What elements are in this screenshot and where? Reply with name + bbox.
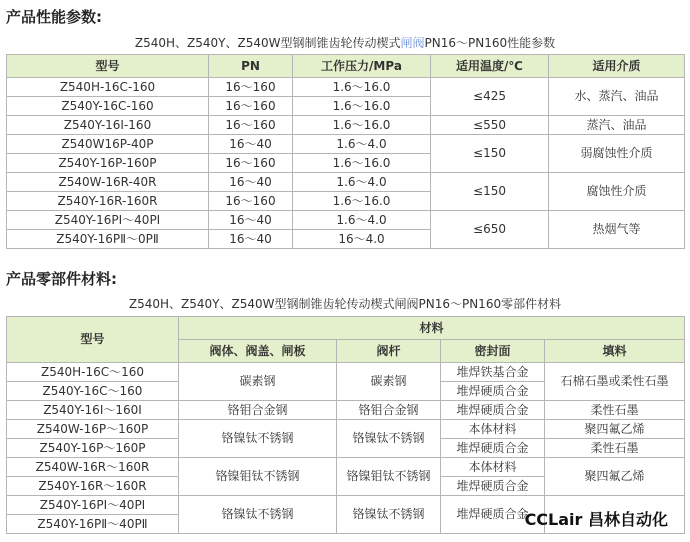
cell-seal: 堆焊硬质合金 [441, 382, 545, 401]
cell-model: Z540Y-16P-160P [7, 154, 209, 173]
cell-model: Z540W-16P～160P [7, 420, 179, 439]
table-row [7, 420, 685, 439]
table-row [7, 116, 685, 135]
cell-body: 铬镍钛不锈钢 [179, 496, 337, 534]
cell-packing: 聚四氟乙烯 [545, 420, 685, 439]
header-packing: 填料 [545, 340, 685, 363]
table-row [7, 135, 685, 154]
cell-pn: 16～40 [209, 135, 293, 154]
table-row [7, 173, 685, 192]
cell-pn: 16～160 [209, 97, 293, 116]
cell-pressure: 1.6～16.0 [293, 192, 431, 211]
cell-pressure: 1.6～4.0 [293, 135, 431, 154]
cell-temperature: ≤550 [431, 116, 549, 135]
cell-model: Z540Y-16PⅠ～40PⅠ [7, 496, 179, 515]
cell-model: Z540Y-16I-160 [7, 116, 209, 135]
cell-stem: 碳素钢 [337, 363, 441, 401]
cell-temperature: ≤425 [431, 78, 549, 116]
header-model: 型号 [7, 55, 209, 78]
cell-seal: 本体材料 [441, 458, 545, 477]
cell-body: 铬镍钼钛不锈钢 [179, 458, 337, 496]
cell-model: Z540Y-16P～160P [7, 439, 179, 458]
cell-model: Z540W-16R～160R [7, 458, 179, 477]
caption-text: PN16～PN160性能参数 [424, 36, 556, 50]
header-temperature: 适用温度/℃ [431, 55, 549, 78]
cell-stem: 铬镍钛不锈钢 [337, 420, 441, 458]
cell-medium: 弱腐蚀性介质 [549, 135, 685, 173]
cell-stem: 铬镍钛不锈钢 [337, 496, 441, 534]
cell-pressure: 1.6～4.0 [293, 173, 431, 192]
cell-packing: 石棉石墨或柔性石墨 [545, 363, 685, 401]
cell-medium: 水、蒸汽、油品 [549, 78, 685, 116]
cell-seal: 堆焊硬质合金 [441, 477, 545, 496]
materials-caption: Z540H、Z540Y、Z540W型钢制锥齿轮传动楔式闸阀PN16～PN160零部件材料 [128, 297, 562, 311]
cell-packing: 聚四氟乙烯 [545, 458, 685, 496]
cell-model: Z540W-16R-40R [7, 173, 209, 192]
cell-pressure: 16～4.0 [293, 230, 431, 249]
cell-packing: 柔性石墨 [545, 439, 685, 458]
cell-pn: 16～160 [209, 116, 293, 135]
header-pn: PN [209, 55, 293, 78]
cell-model: Z540Y-16R～160R [7, 477, 179, 496]
cell-model: Z540Y-16I～160I [7, 401, 179, 420]
cell-model: Z540Y-16R-160R [7, 192, 209, 211]
cell-medium: 蒸汽、油品 [549, 116, 685, 135]
cell-pressure: 1.6～4.0 [293, 211, 431, 230]
cell-packing: 柔性石墨 [545, 401, 685, 420]
cell-model: Z540H-16C-160 [7, 78, 209, 97]
table-row [7, 211, 685, 230]
header-model: 型号 [7, 317, 179, 363]
cell-seal: 本体材料 [441, 420, 545, 439]
cell-stem: 铬镍钼钛不锈钢 [337, 458, 441, 496]
header-medium: 适用介质 [549, 55, 685, 78]
table-header-row [7, 317, 685, 340]
cell-medium: 热烟气等 [549, 211, 685, 249]
cell-body: 铬镍钛不锈钢 [179, 420, 337, 458]
cell-temperature: ≤150 [431, 135, 549, 173]
materials-table [6, 316, 685, 534]
table-row [7, 78, 685, 97]
header-body: 阀体、阀盖、闸板 [179, 340, 337, 363]
cell-pn: 16～40 [209, 211, 293, 230]
cell-model: Z540Y-16C～160 [7, 382, 179, 401]
cell-pn: 16～40 [209, 173, 293, 192]
table-row [7, 363, 685, 382]
cell-temperature: ≤650 [431, 211, 549, 249]
section-title-performance: 产品性能参数: [6, 8, 102, 26]
cell-model: Z540Y-16PⅡ～0PⅡ [7, 230, 209, 249]
cell-stem: 铬钼合金钢 [337, 401, 441, 420]
table-row [7, 458, 685, 477]
cell-body: 铬钼合金钢 [179, 401, 337, 420]
cell-temperature: ≤150 [431, 173, 549, 211]
header-stem: 阀杆 [337, 340, 441, 363]
cell-pn: 16～40 [209, 230, 293, 249]
cell-model: Z540Y-16PⅠ～40PⅠ [7, 211, 209, 230]
cell-pn: 16～160 [209, 78, 293, 97]
cell-pressure: 1.6～16.0 [293, 154, 431, 173]
cell-model: Z540Y-16PⅡ～40PⅡ [7, 515, 179, 534]
cell-pressure: 1.6～16.0 [293, 116, 431, 135]
cell-pn: 16～160 [209, 192, 293, 211]
cell-pn: 16～160 [209, 154, 293, 173]
cell-seal: 堆焊硬质合金 [441, 401, 545, 420]
header-material: 材料 [179, 317, 685, 340]
cell-seal: 堆焊硬质合金 [441, 496, 545, 534]
header-pressure: 工作压力/MPa [293, 55, 431, 78]
cell-seal: 堆焊铁基合金 [441, 363, 545, 382]
header-seal: 密封面 [441, 340, 545, 363]
cell-model: Z540W16P-40P [7, 135, 209, 154]
table-header-row [7, 55, 685, 78]
gate-valve-link[interactable]: 闸阀 [400, 36, 425, 50]
caption-text: Z540H、Z540Y、Z540W型钢制锥齿轮传动楔式 [134, 36, 401, 50]
cell-seal: 堆焊硬质合金 [441, 439, 545, 458]
cell-pressure: 1.6～16.0 [293, 78, 431, 97]
watermark-logo: CCLair 昌林自动化 [524, 510, 668, 529]
cell-model: Z540Y-16C-160 [7, 97, 209, 116]
performance-table [6, 54, 685, 249]
cell-pressure: 1.6～16.0 [293, 97, 431, 116]
cell-body: 碳素钢 [179, 363, 337, 401]
cell-model: Z540H-16C～160 [7, 363, 179, 382]
cell-medium: 腐蚀性介质 [549, 173, 685, 211]
section-title-materials: 产品零部件材料: [6, 270, 117, 288]
table-row [7, 401, 685, 420]
performance-caption [0, 34, 690, 51]
